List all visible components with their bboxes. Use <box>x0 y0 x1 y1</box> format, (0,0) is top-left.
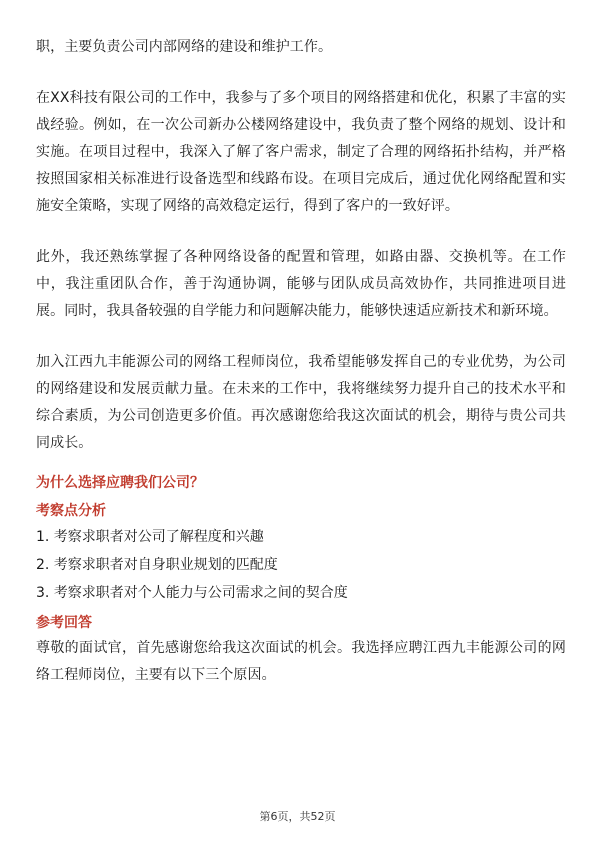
analysis-point: 3. 考察求职者对个人能力与公司需求之间的契合度 <box>36 585 348 601</box>
page-footer <box>0 808 595 824</box>
analysis-point: 1. 考察求职者对公司了解程度和兴趣 <box>36 529 264 545</box>
paragraph-motivation: 加入江西九丰能源公司的网络工程师岗位，我希望能够发挥自己的专业优势，为公司的网络建设和发展贡献力量。在未来的工作中，我将继续努力提升自己的技术水平和综合素质，为公司创造更多价值。再次感谢您给我这次面试的机会，期待与贵公司共同成长。 <box>36 354 566 451</box>
paragraph-skills: 此外，我还熟练掌握了各种网络设备的配置和管理，如路由器、交换机等。在工作中，我注重团队合作，善于沟通协调，能够与团队成员高效协作，共同推进项目进展。同时，我具备较强的自学能力和问题解决能力，能够快速适应新技术和新环境。 <box>36 249 566 319</box>
paragraph-project-experience: 在XX科技有限公司的工作中，我参与了多个项目的网络搭建和优化，积累了丰富的实战经验。例如，在一次公司新办公楼网络建设中，我负责了整个网络的规划、设计和实施。在项目过程中，我深入了解了客户需求，制定了合理的网络拓扑结构，并严格按照国家相关标准进行设备选型和线路布设。在项目完成后，通过优化网络配置和实施安全策略，实现了网络的高效稳定运行，得到了客户的一致好评。 <box>36 90 566 214</box>
page-content <box>36 34 566 689</box>
paragraph-continuation: 职，主要负责公司内部网络的建设和维护工作。 <box>36 39 333 55</box>
page-number: 第6页，共52页 <box>259 810 336 823</box>
analysis-point: 2. 考察求职者对自身职业规划的匹配度 <box>36 557 278 573</box>
analysis-points-list <box>36 523 566 607</box>
question-title: 为什么选择应聘我们公司？ <box>36 475 204 491</box>
answer-heading: 参考回答 <box>36 615 92 631</box>
analysis-heading: 考察点分析 <box>36 503 106 519</box>
answer-paragraph: 尊敬的面试官，首先感谢您给我这次面试的机会。我选择应聘江西九丰能源公司的网络工程师岗位，主要有以下三个原因。 <box>36 640 566 683</box>
